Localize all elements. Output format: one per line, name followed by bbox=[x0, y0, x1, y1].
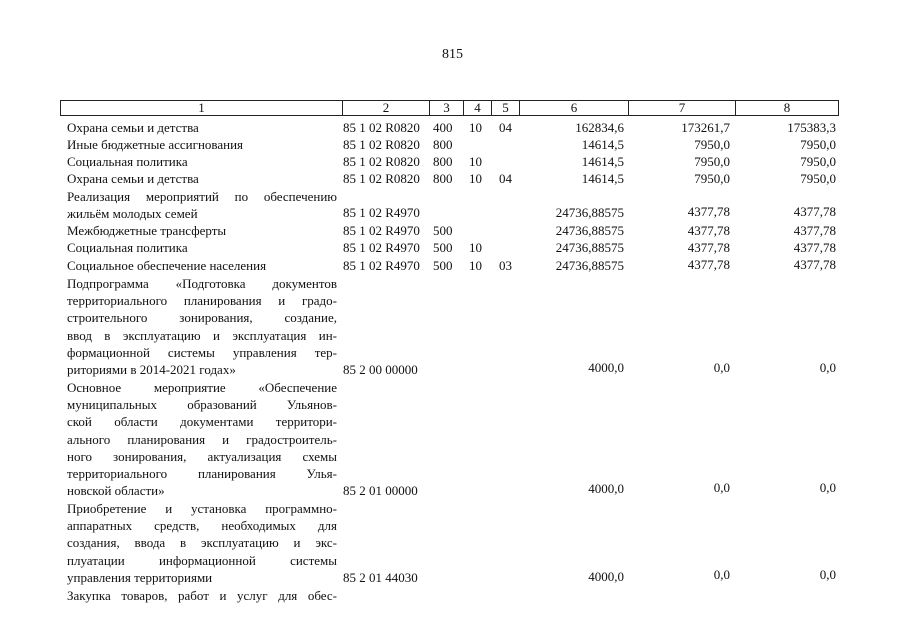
row-name-line: аппаратных средств, необходимых для bbox=[67, 518, 337, 534]
row-col-3: 800 bbox=[433, 137, 453, 152]
row-name: Иные бюджетные ассигнования bbox=[67, 137, 244, 152]
row-name-line: Реализация мероприятий по обеспечению bbox=[67, 189, 337, 204]
table-row-procurement bbox=[0, 587, 905, 604]
row-col-8: 0,0 bbox=[819, 567, 836, 582]
row-col-8: 7950,0 bbox=[800, 154, 836, 169]
row-name: Межбюджетные трансферты bbox=[67, 223, 227, 238]
table-row bbox=[0, 170, 905, 187]
row-col-8: 4377,78 bbox=[793, 240, 836, 255]
row-col-7: 4377,78 bbox=[687, 204, 730, 219]
row-name-line: плуатации информационной системы bbox=[67, 552, 337, 568]
row-col-3: 800 bbox=[433, 154, 453, 169]
row-name-line: риториями в 2014-2021 годах» bbox=[67, 361, 236, 377]
row-col-4: 10 bbox=[469, 120, 482, 135]
row-col-4: 10 bbox=[469, 240, 482, 255]
table-row-main-activity bbox=[0, 379, 905, 499]
row-name-line: строительного зонирования, создание, bbox=[67, 310, 337, 326]
row-col-7: 4377,78 bbox=[687, 223, 730, 238]
row-name-line: Закупка товаров, работ и услуг для обес- bbox=[67, 588, 337, 603]
row-name-line: территориального планирования и градо- bbox=[67, 293, 337, 309]
table-row bbox=[0, 153, 905, 170]
header-col-5: 5 bbox=[492, 101, 520, 115]
table-row bbox=[0, 222, 905, 239]
row-col-3: 500 bbox=[433, 240, 453, 255]
row-name: Охрана семьи и детства bbox=[67, 171, 199, 186]
row-name-line: ного зонирования, актуализация схемы bbox=[67, 448, 337, 464]
row-code: 85 1 02 R0820 bbox=[343, 137, 420, 152]
row-col-7: 7950,0 bbox=[694, 154, 730, 169]
row-name-line: новской области» bbox=[67, 483, 165, 499]
row-name-line: Основное мероприятие «Обеспечение bbox=[67, 380, 337, 395]
table-header-row bbox=[60, 100, 839, 116]
row-name-line: жильём молодых семей bbox=[67, 206, 198, 222]
table-row bbox=[0, 239, 905, 256]
table-row-realization bbox=[0, 188, 905, 222]
row-name-line: управления территориями bbox=[67, 569, 213, 585]
row-code: 85 1 02 R4970 bbox=[343, 223, 420, 238]
row-name: Социальная политика bbox=[67, 154, 188, 169]
row-col-6: 4000,0 bbox=[588, 481, 624, 496]
row-col-4: 10 bbox=[469, 258, 482, 273]
row-col-8: 7950,0 bbox=[800, 171, 836, 186]
row-col-3: 500 bbox=[433, 258, 453, 273]
page-number: 815 bbox=[442, 47, 463, 62]
table-row bbox=[0, 119, 905, 136]
row-col-7: 4377,78 bbox=[687, 240, 730, 255]
row-col-4: 10 bbox=[469, 154, 482, 169]
row-col-8: 0,0 bbox=[819, 360, 836, 375]
row-name-line: Подпрограмма «Подготовка документов bbox=[67, 276, 337, 291]
header-col-1: 1 bbox=[61, 101, 343, 115]
row-col-5: 04 bbox=[499, 120, 512, 135]
row-col-3: 800 bbox=[433, 171, 453, 186]
row-code: 85 1 02 R0820 bbox=[343, 120, 420, 135]
table-row bbox=[0, 257, 905, 274]
row-col-7: 7950,0 bbox=[694, 171, 730, 186]
row-code: 85 1 02 R0820 bbox=[343, 154, 420, 169]
row-col-8: 0,0 bbox=[819, 480, 836, 495]
row-col-6: 162834,6 bbox=[575, 120, 624, 135]
row-col-8: 4377,78 bbox=[793, 204, 836, 219]
row-col-7: 0,0 bbox=[713, 567, 730, 582]
row-col-7: 0,0 bbox=[713, 480, 730, 495]
row-col-8: 175383,3 bbox=[787, 120, 836, 135]
row-col-6: 24736,88575 bbox=[555, 240, 624, 255]
row-col-7: 7950,0 bbox=[694, 137, 730, 152]
row-name: Охрана семьи и детства bbox=[67, 120, 199, 135]
row-name-line: ской области документами территори- bbox=[67, 414, 337, 430]
row-name-line: ального планирования и градостроитель- bbox=[67, 431, 337, 447]
row-col-6: 4000,0 bbox=[588, 569, 624, 584]
row-name-line: муниципальных образований Ульянов- bbox=[67, 397, 337, 413]
row-col-4: 10 bbox=[469, 171, 482, 186]
row-col-8: 4377,78 bbox=[793, 223, 836, 238]
header-col-7: 7 bbox=[629, 101, 736, 115]
row-col-6: 14614,5 bbox=[581, 171, 624, 186]
header-col-8: 8 bbox=[783, 100, 791, 115]
row-col-5: 03 bbox=[499, 258, 512, 273]
row-col-7: 4377,78 bbox=[687, 257, 730, 272]
row-col-6: 14614,5 bbox=[581, 154, 624, 169]
row-col-6: 4000,0 bbox=[588, 360, 624, 375]
table-row bbox=[0, 136, 905, 153]
row-name-line: ввод в эксплуатацию и эксплуатация ин- bbox=[67, 327, 337, 343]
row-col-6: 24736,88575 bbox=[555, 258, 624, 273]
table-row-subprogram bbox=[0, 275, 905, 378]
row-name: Социальная политика bbox=[67, 240, 188, 255]
row-col-7: 0,0 bbox=[713, 360, 730, 375]
row-name-line: формационной системы управления тер- bbox=[67, 344, 337, 360]
header-col-6: 6 bbox=[520, 101, 629, 115]
table-row-acquisition bbox=[0, 500, 905, 586]
row-name-line: территориального планирования Улья- bbox=[67, 465, 337, 481]
row-code: 85 2 01 00000 bbox=[343, 483, 418, 498]
row-col-3: 400 bbox=[433, 120, 453, 135]
row-code: 85 1 02 R0820 bbox=[343, 171, 420, 186]
row-code: 85 1 02 R4970 bbox=[343, 240, 420, 255]
row-code: 85 2 01 44030 bbox=[343, 570, 418, 585]
row-col-6: 14614,5 bbox=[581, 137, 624, 152]
row-code: 85 1 02 R4970 bbox=[343, 205, 420, 220]
row-col-8: 4377,78 bbox=[793, 257, 836, 272]
row-col-5: 04 bbox=[499, 171, 512, 186]
row-code: 85 1 02 R4970 bbox=[343, 258, 420, 273]
row-col-8: 7950,0 bbox=[800, 137, 836, 152]
row-name-line: Приобретение и установка программно- bbox=[67, 501, 337, 516]
row-col-6: 24736,88575 bbox=[555, 223, 624, 238]
row-name: Социальное обеспечение населения bbox=[67, 258, 267, 273]
header-col-2: 2 bbox=[343, 101, 430, 115]
row-name-line: создания, ввода в эксплуатацию и экс- bbox=[67, 535, 337, 551]
header-col-3: 3 bbox=[430, 101, 464, 115]
header-col-4: 4 bbox=[464, 101, 492, 115]
row-col-6: 24736,88575 bbox=[555, 205, 624, 220]
row-col-3: 500 bbox=[433, 223, 453, 238]
row-col-7: 173261,7 bbox=[681, 120, 730, 135]
row-code: 85 2 00 00000 bbox=[343, 362, 418, 377]
